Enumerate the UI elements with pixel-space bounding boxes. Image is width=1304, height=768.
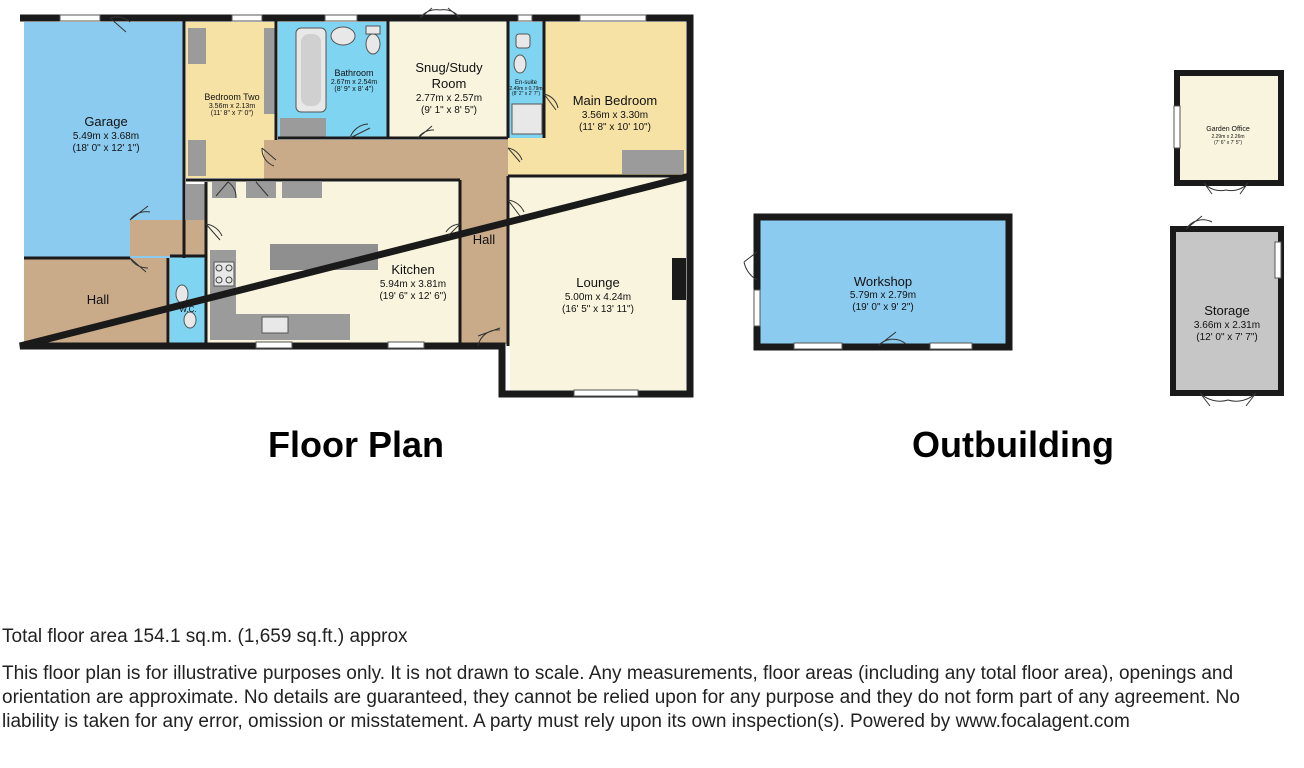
wardrobe	[264, 28, 276, 114]
bathroom-basin	[331, 27, 355, 45]
workshop-imperial: (19' 0" x 9' 2")	[852, 302, 914, 313]
main-bedroom-imperial: (11' 8" x 10' 10")	[579, 122, 651, 133]
lounge-imperial: (16' 5" x 13' 11")	[562, 304, 634, 315]
bedroom-two-name: Bedroom Two	[204, 92, 260, 102]
garage-metric: 5.49m x 3.68m	[72, 131, 140, 142]
workshop-building	[744, 217, 1009, 349]
floor-plan-heading: Floor Plan	[268, 424, 445, 465]
lounge-metric: 5.00m x 4.24m	[564, 292, 632, 303]
bedroom-two-imperial: (11' 8" x 7' 0")	[210, 110, 254, 117]
snug-name-line1: Snug/Study	[415, 60, 483, 75]
kitchen-metric: 5.94m x 3.81m	[379, 279, 447, 290]
disclaimer-text: This floor plan is for illustrative purposes only. It is not drawn to scale. Any measurements, floor areas (including any total floor area), openings and orientation are approximate. No details are guaranteed, they cannot be relied upon for any purpose and they do not form part of any agreement. No liability is taken for any error, omission or misstatement. A party must rely upon its own inspection(s). Powered by www.focalagent.com	[2, 663, 1240, 732]
garden-office-name: Garden Office	[1206, 126, 1250, 133]
ensuite-basin	[516, 34, 530, 48]
bathroom-toilet	[366, 34, 380, 54]
bathtub-inner	[301, 34, 321, 106]
kitchen-cupboard	[212, 182, 236, 198]
bathroom-metric: 2.67m x 2.54m	[330, 79, 378, 86]
main-house	[20, 8, 690, 396]
storage-name: Storage	[1204, 303, 1250, 318]
garden-office-imperial: (7' 6" x 7' 5")	[1214, 140, 1242, 146]
bathroom-cistern	[366, 26, 380, 34]
garage-store	[186, 184, 206, 220]
ensuite-name: En-suite	[514, 80, 538, 86]
garage-name: Garage	[84, 114, 128, 129]
shower-tray	[512, 104, 542, 134]
wc-name: W.C.	[179, 305, 197, 314]
snug-metric: 2.77m x 2.57m	[415, 93, 483, 104]
kitchen-name: Kitchen	[391, 262, 435, 277]
storage-imperial: (12' 0" x 7' 7")	[1196, 332, 1258, 343]
kitchen-cupboard	[246, 182, 276, 198]
garden-office-metric: 2.29m x 2.26m	[1211, 134, 1245, 140]
garden-office-building	[1174, 73, 1281, 194]
kitchen-sink	[262, 317, 288, 333]
main-bedroom-wardrobe	[622, 150, 684, 174]
main-bedroom-metric: 3.56m x 3.30m	[581, 110, 649, 121]
hall-cupboard	[280, 118, 326, 138]
hall-west-name: Hall	[86, 292, 110, 307]
hall-east-name: Hall	[472, 232, 496, 247]
kitchen-cupboard	[282, 182, 322, 198]
storage-metric: 3.66m x 2.31m	[1193, 320, 1261, 331]
wardrobe	[188, 140, 206, 176]
garden-office-window	[1174, 106, 1180, 148]
bathroom-imperial: (8' 9" x 8' 4")	[334, 86, 374, 93]
snug-imperial: (9' 1" x 8' 5")	[421, 105, 477, 116]
workshop-metric: 5.79m x 2.79m	[849, 290, 917, 301]
ensuite-metric: 2.49m x 0.79m	[509, 86, 543, 92]
outbuilding-heading: Outbuilding	[912, 424, 1114, 465]
chimney-breast	[672, 258, 686, 300]
total-floor-area: Total floor area 154.1 sq.m. (1,659 sq.ft.) approx	[2, 626, 408, 647]
lounge-name: Lounge	[576, 275, 620, 290]
wc-basin	[184, 312, 196, 328]
hall-link-fill	[130, 220, 206, 256]
ensuite-toilet	[514, 55, 526, 73]
kitchen-imperial: (19' 6" x 12' 6")	[379, 291, 447, 302]
bedroom-two-metric: 3.56m x 2.13m	[208, 103, 256, 110]
snug-name-line2: Room	[431, 76, 467, 91]
main-bedroom-name: Main Bedroom	[572, 93, 658, 108]
bathroom-name: Bathroom	[334, 68, 374, 78]
wardrobe	[188, 28, 206, 64]
garage-imperial: (18' 0" x 12' 1")	[72, 143, 140, 154]
ensuite-imperial: (8' 2" x 2' 7")	[512, 91, 540, 97]
workshop-name: Workshop	[853, 274, 913, 289]
storage-window	[1275, 242, 1281, 278]
storage-building	[1173, 216, 1281, 406]
